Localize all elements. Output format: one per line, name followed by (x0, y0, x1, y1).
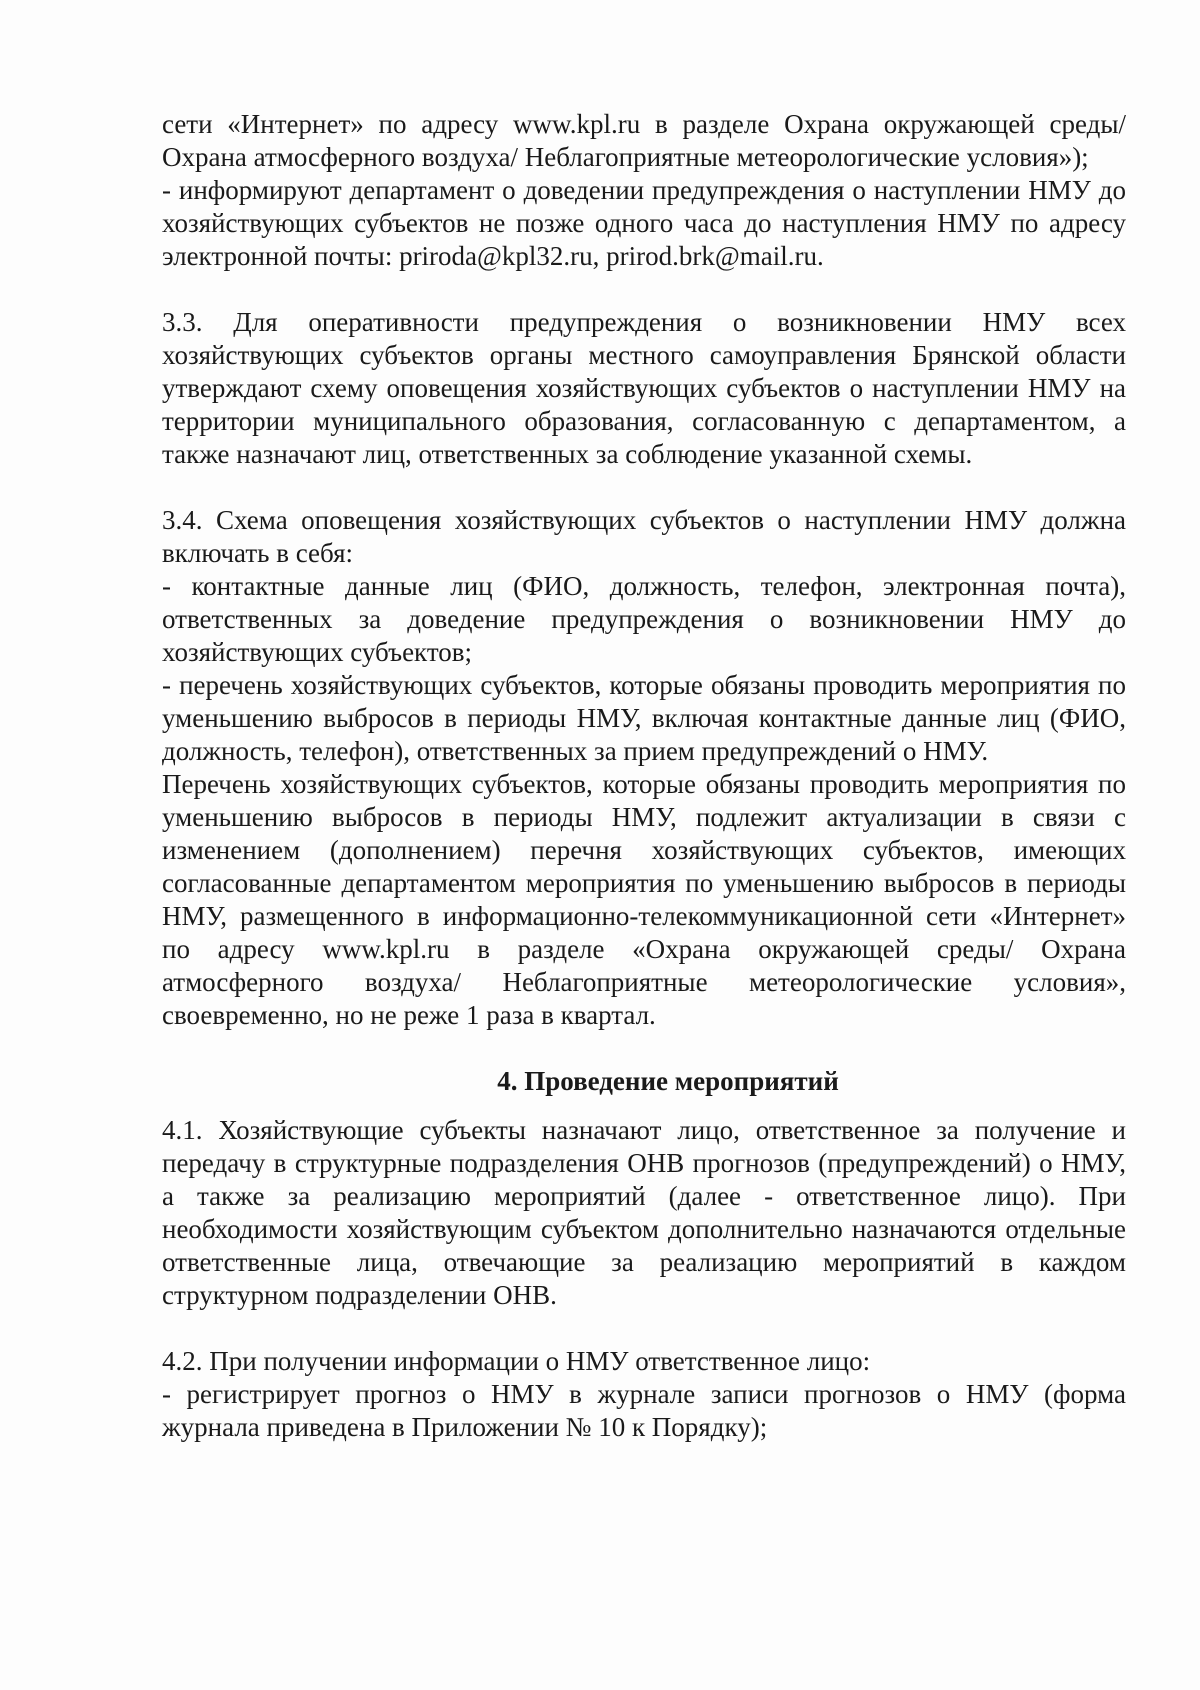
paragraph-spacer (162, 273, 1126, 306)
paragraph-spacer (162, 1098, 1126, 1114)
paragraph-spacer (162, 471, 1126, 504)
paragraph-inform: - информируют департамент о доведении предупреждения о наступлении НМУ до хозяйствующих субъектов не позже одного часа до наступления НМУ по адресу электронной почты: priroda@kpl32.ru, prirod.brk@mail.ru. (162, 175, 1126, 271)
paragraph-3-4-item-2: - перечень хозяйствующих субъектов, которые обязаны проводить мероприятия по уменьшению выбросов в периоды НМУ, включая контактные данные лиц (ФИО, должность, телефон), ответственных за прием предупреждений о НМУ. (162, 670, 1126, 766)
paragraph-spacer (162, 1032, 1126, 1065)
paragraph-3-3: 3.3. Для оперативности предупреждения о возникновении НМУ всех хозяйствующих субъектов органы местного самоуправления Брянской области утверждают схему оповещения хозяйствующих субъектов о наступлении НМУ на территории муниципального образования, согласованную с департаментом, а также назначают лиц, ответственных за соблюдение указанной схемы. (162, 307, 1126, 469)
paragraph-3-4: 3.4. Схема оповещения хозяйствующих субъектов о наступлении НМУ должна включать в себя: (162, 505, 1126, 568)
paragraph-4-2: 4.2. При получении информации о НМУ ответственное лицо: (162, 1346, 871, 1376)
paragraph-spacer (162, 1312, 1126, 1345)
paragraph-3-4-list: Перечень хозяйствующих субъектов, которые обязаны проводить мероприятия по уменьшению выбросов в периоды НМУ, подлежит актуализации в связи с изменением (дополнением) перечня хозяйствующих субъектов, имеющих согласованные департаментом мероприятия по уменьшению выбросов в периоды НМУ, размещенного в информационно-телекоммуникационной сети «Интернет» по адресу www.kpl.ru в разделе «Охрана окружающей среды/ Охрана атмосферного воздуха/ Неблагоприятные метеорологические условия», своевременно, но не реже 1 раза в квартал. (162, 769, 1126, 1030)
document-body (162, 108, 1126, 1444)
section-4-heading: 4. Проведение мероприятий (497, 1066, 839, 1096)
paragraph-intro: сети «Интернет» по адресу www.kpl.ru в разделе Охрана окружающей среды/ Охрана атмосферного воздуха/ Неблагоприятные метеорологические условия»); (162, 109, 1126, 172)
paragraph-4-1: 4.1. Хозяйствующие субъекты назначают лицо, ответственное за получение и передачу в структурные подразделения ОНВ прогнозов (предупреждений) о НМУ, а также за реализацию мероприятий (далее - ответственное лицо). При необходимости хозяйствующим субъектом дополнительно назначаются отдельные ответственные лица, отвечающие за реализацию мероприятий в каждом структурном подразделении ОНВ. (162, 1115, 1126, 1310)
paragraph-4-2-item-1: - регистрирует прогноз о НМУ в журнале записи прогнозов о НМУ (форма журнала приведена в Приложении № 10 к Порядку); (162, 1379, 1126, 1442)
paragraph-3-4-item-1: - контактные данные лиц (ФИО, должность, телефон, электронная почта), ответственных за доведение предупреждения о возникновении НМУ до хозяйствующих субъектов; (162, 571, 1126, 667)
